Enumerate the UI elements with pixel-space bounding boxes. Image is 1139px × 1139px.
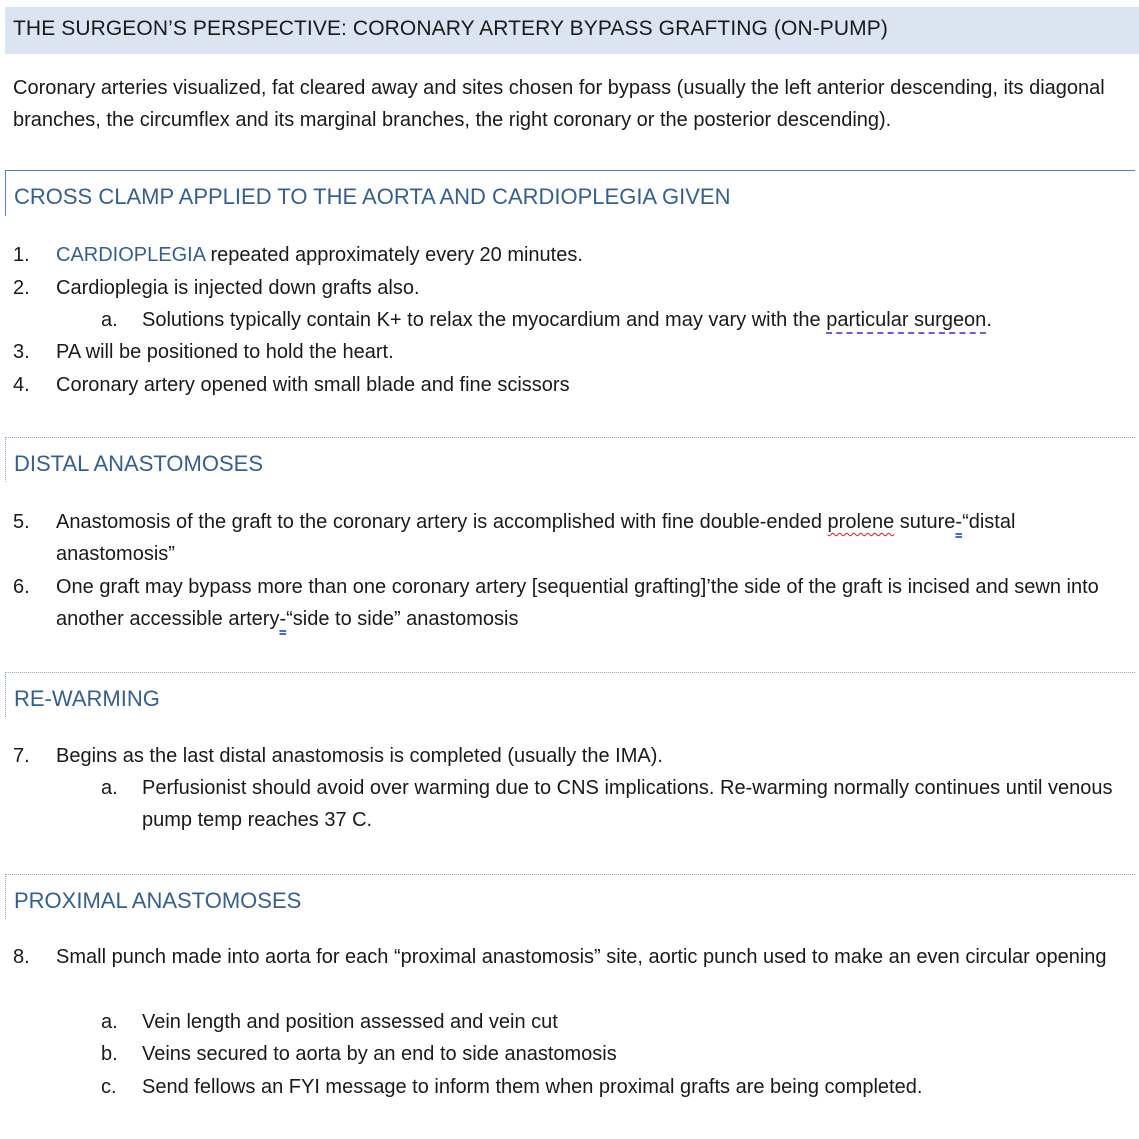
list-text-part: One graft may bypass more than one coronary artery [sequential grafting]’the side of the graft is incised and sewn into another accessible artery (56, 576, 1099, 630)
grammar-flagged-phrase[interactable]: particular surgeon (826, 309, 987, 331)
sub-list-text (142, 304, 1137, 336)
sub-list-text: Vein length and position assessed and vein cut (142, 1011, 558, 1033)
intro-paragraph: Coronary arteries visualized, fat cleared away and sites chosen for bypass (usually the left anterior descending, its diagonal branches, the circumflex and its marginal branches, the right coronary or the posterior descending). (13, 77, 1105, 131)
list-text (56, 506, 1136, 570)
sub-text-part: Solutions typically contain K+ to relax the myocardium and may vary with the (142, 309, 827, 331)
document-title: THE SURGEON’S PERSPECTIVE: CORONARY ARTERY BYPASS GRAFTING (ON-PUMP) (5, 7, 1139, 54)
sub-list-text: Send fellows an FYI message to inform them when proximal grafts are being completed. (142, 1076, 923, 1098)
section-heading-rewarming: RE-WARMING (5, 672, 1135, 717)
list-text: Cardioplegia is injected down grafts also. (56, 277, 420, 299)
list-text-part: Anastomosis of the graft to the coronary artery is accomplished with fine double-ended (56, 511, 828, 533)
section-heading-proximal: PROXIMAL ANASTOMOSES (5, 874, 1135, 919)
sub-list-letter: a. (101, 309, 118, 331)
sub-list-letter: a. (101, 1011, 118, 1033)
list-number: 3. (13, 341, 30, 363)
list-number: 5. (13, 511, 30, 533)
list-text: PA will be positioned to hold the heart. (56, 341, 394, 363)
spelling-flagged-word[interactable]: prolene (827, 511, 895, 533)
list-number: 8. (13, 946, 30, 968)
list-text (56, 571, 1136, 635)
section-heading-distal: DISTAL ANASTOMOSES (5, 437, 1135, 482)
list-text-rest: repeated approximately every 20 minutes. (204, 244, 583, 266)
list-number: 1. (13, 244, 30, 266)
sub-list-text: Veins secured to aorta by an end to side anastomosis (142, 1043, 617, 1065)
sub-list-letter: b. (101, 1043, 118, 1065)
list-text: Coronary artery opened with small blade and fine scissors (56, 374, 570, 396)
list-number: 2. (13, 277, 30, 299)
list-text (56, 239, 1136, 271)
list-number: 7. (13, 745, 30, 767)
section-heading-cross-clamp: CROSS CLAMP APPLIED TO THE AORTA AND CARDIOPLEGIA GIVEN (5, 170, 1135, 216)
cardioplegia-term: CARDIOPLEGIA (56, 244, 205, 266)
list-text-part: “side to side” anastomosis (286, 608, 519, 630)
list-text-part: “distal anastomosis” (56, 511, 1016, 565)
list-number: 4. (13, 374, 30, 396)
sub-list-text: Perfusionist should avoid over warming due to CNS implications. Re-warming normally continues until venous pump temp reaches 37 C. (142, 777, 1113, 831)
grammar-flagged-mark[interactable]: - (955, 511, 963, 533)
list-text: Begins as the last distal anastomosis is completed (usually the IMA). (56, 745, 663, 767)
list-text-part: suture (894, 511, 956, 533)
sub-text-part: . (986, 309, 992, 331)
list-text: Small punch made into aorta for each “proximal anastomosis” site, aortic punch used to make an even circular opening (56, 946, 1107, 968)
grammar-flagged-mark[interactable]: - (279, 608, 287, 630)
sub-list-letter: a. (101, 777, 118, 799)
list-number: 6. (13, 576, 30, 598)
sub-list-letter: c. (101, 1076, 117, 1098)
